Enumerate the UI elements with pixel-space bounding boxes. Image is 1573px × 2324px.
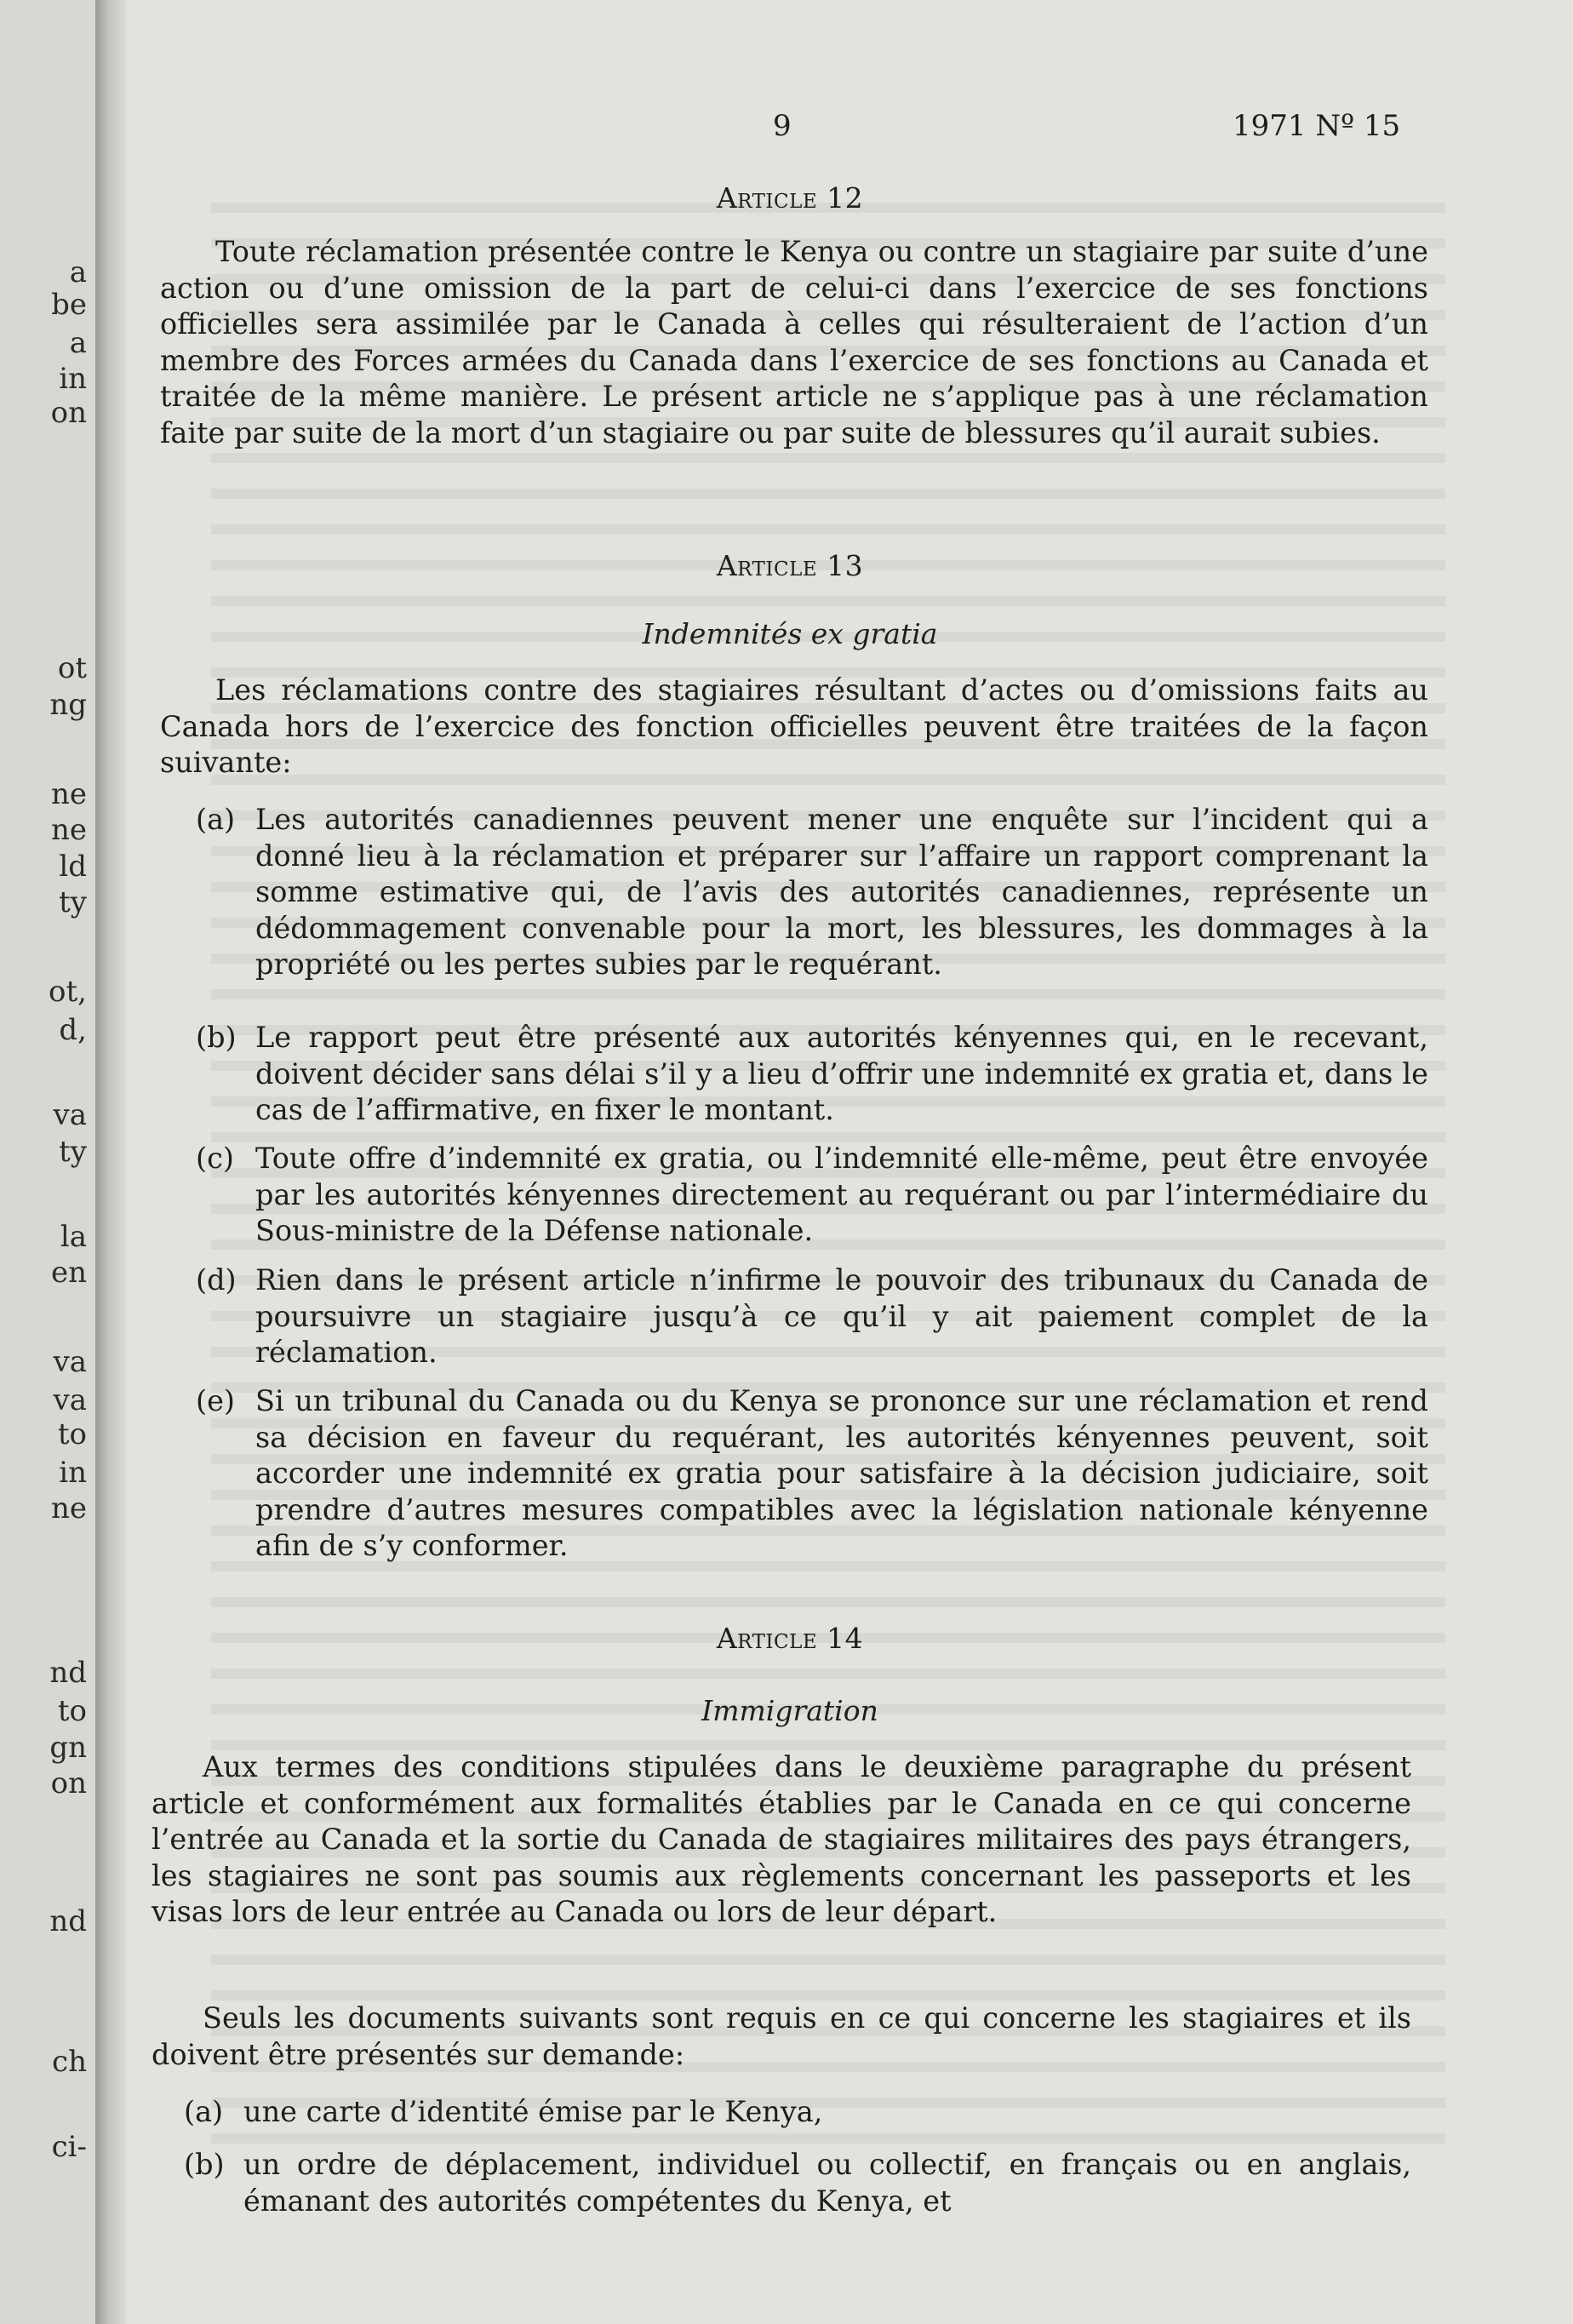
article-13-intro: Les réclamations contre des stagiaires résultant d’actes ou d’omissions faits au Canada hors de l’exercice des fonction officielles peuvent être traitées de la façon suivante: — [160, 673, 1428, 779]
item-label: (b) — [196, 1021, 237, 1054]
left-fragment: ot — [57, 651, 87, 685]
left-fragment: nd — [49, 1656, 87, 1690]
left-fragment: ty — [59, 885, 87, 919]
left-fragment: va — [53, 1383, 87, 1417]
left-fragment: la — [60, 1220, 87, 1254]
item-text: une carte d’identité émise par le Kenya, — [243, 2095, 823, 2128]
left-fragment: ty — [59, 1135, 87, 1169]
left-fragment: ne — [50, 813, 87, 847]
article-14-item-b — [184, 2147, 1411, 2219]
left-fragment: en — [50, 1256, 87, 1290]
item-text: un ordre de déplacement, individuel ou collectif, en français ou en anglais, émanant des autorités compétentes du Kenya, et — [243, 2148, 1411, 2218]
article-14-item-a — [184, 2094, 1411, 2131]
article-14-paragraph-2: Seuls les documents suivants sont requis en ce qui concerne les stagiaires et ils doivent être présentés sur demande: — [152, 2001, 1411, 2071]
article-13-item-b — [196, 1020, 1428, 1129]
article-14-paragraph-1: Aux termes des conditions stipulées dans le deuxième paragraphe du présent article et conformément aux formalités établies par le Canada en ce qui concerne l’entrée au Canada et la sortie du Canada de stagiaires militaires des pays étrangers, les stagiaires ne sont pas soumis aux règlements concernant les passeports et les visas lors de leur entrée au Canada ou lors de leur départ. — [152, 1750, 1411, 1928]
left-fragment: gn — [49, 1731, 87, 1765]
left-fragment: on — [50, 1766, 87, 1800]
book-gutter — [95, 0, 126, 2324]
left-fragment: ld — [59, 850, 87, 884]
item-label: (b) — [184, 2148, 225, 2181]
left-fragment: ne — [50, 777, 87, 811]
left-fragment: be — [51, 288, 87, 322]
left-page-fragment — [0, 0, 95, 2324]
article-13-heading: Article 13 — [716, 549, 864, 582]
left-fragment: va — [53, 1345, 87, 1379]
left-fragment: to — [57, 1694, 87, 1728]
item-text: Les autorités canadiennes peuvent mener une enquête sur l’incident qui a donné lieu à la réclamation et préparer sur l’affaire un rapport comprenant la somme estimative qui, de l’avis des autorités canadiennes, représente un dédommagement convenable pour la mort, les blessures, les dommages à la propriété ou les pertes subies par le requérant. — [255, 803, 1428, 981]
article-13-item-c — [196, 1141, 1428, 1250]
document-reference: 1971 Nº 15 — [1233, 109, 1401, 143]
item-label: (a) — [196, 803, 236, 836]
document-page — [126, 0, 1573, 2324]
item-text: Rien dans le présent article n’infirme le pouvoir des tribunaux du Canada de poursuivre un stagiaire jusqu’à ce qu’il y ait paiement complet de la réclamation. — [255, 1263, 1428, 1369]
left-fragment: nd — [49, 1904, 87, 1938]
left-fragment: in — [59, 362, 87, 396]
left-fragment: ch — [52, 2045, 87, 2079]
left-fragment: in — [59, 1456, 87, 1490]
article-12-heading: Article 12 — [716, 181, 864, 215]
left-fragment: a — [69, 326, 87, 360]
left-fragment: on — [50, 396, 87, 430]
left-fragment: va — [53, 1098, 87, 1132]
left-fragment: a — [69, 255, 87, 289]
article-13-item-e — [196, 1383, 1428, 1565]
article-13-item-d — [196, 1262, 1428, 1371]
item-text: Toute offre d’indemnité ex gratia, ou l’indemnité elle-même, peut être envoyée par les autorités kényennes directement au requérant ou par l’intermédiaire du Sous-ministre de la Défense nationale. — [255, 1142, 1428, 1247]
left-fragment: ci- — [51, 2130, 87, 2164]
item-text: Si un tribunal du Canada ou du Kenya se prononce sur une réclamation et rend sa décision en faveur du requérant, les autorités kényennes peuvent, soit accorder une indemnité ex gratia pour satisfaire à la décision judiciaire, soit prendre d’autres mesures compatibles avec la législation nationale kényenne afin de s’y conformer. — [255, 1384, 1428, 1562]
article-13-item-a — [196, 802, 1428, 983]
page-number: 9 — [773, 109, 792, 143]
item-label: (a) — [184, 2095, 224, 2128]
article-14-subheading: Immigration — [701, 1694, 878, 1727]
left-fragment: to — [57, 1417, 87, 1451]
item-label: (c) — [196, 1142, 234, 1175]
item-text: Le rapport peut être présenté aux autorités kényennes qui, en le recevant, doivent décider sans délai s’il y a lieu d’offrir une indemnité ex gratia et, dans le cas de l’affirmative, en fixer le montant. — [255, 1021, 1428, 1126]
item-label: (d) — [196, 1263, 237, 1297]
article-13-subheading: Indemnités ex gratia — [642, 617, 938, 650]
left-fragment: d, — [59, 1013, 87, 1047]
article-14-heading: Article 14 — [716, 1622, 864, 1655]
left-fragment: ng — [49, 688, 87, 722]
left-fragment: ne — [50, 1491, 87, 1525]
item-label: (e) — [196, 1384, 235, 1417]
article-12-paragraph: Toute réclamation présentée contre le Kenya ou contre un stagiaire par suite d’une action ou d’une omission de la part de celui-ci dans l’exercice de ses fonctions officielles sera assimilée par le Canada à celles qui résulteraient de l’action d’un membre des Forces armées du Canada dans l’exercice de ses fonctions au Canada et traitée de la même manière. Le présent article ne s’applique pas à une réclamation faite par suite de la mort d’un stagiaire ou par suite de blessures qu’il aurait subies. — [160, 235, 1428, 449]
left-fragment: ot, — [49, 975, 87, 1009]
